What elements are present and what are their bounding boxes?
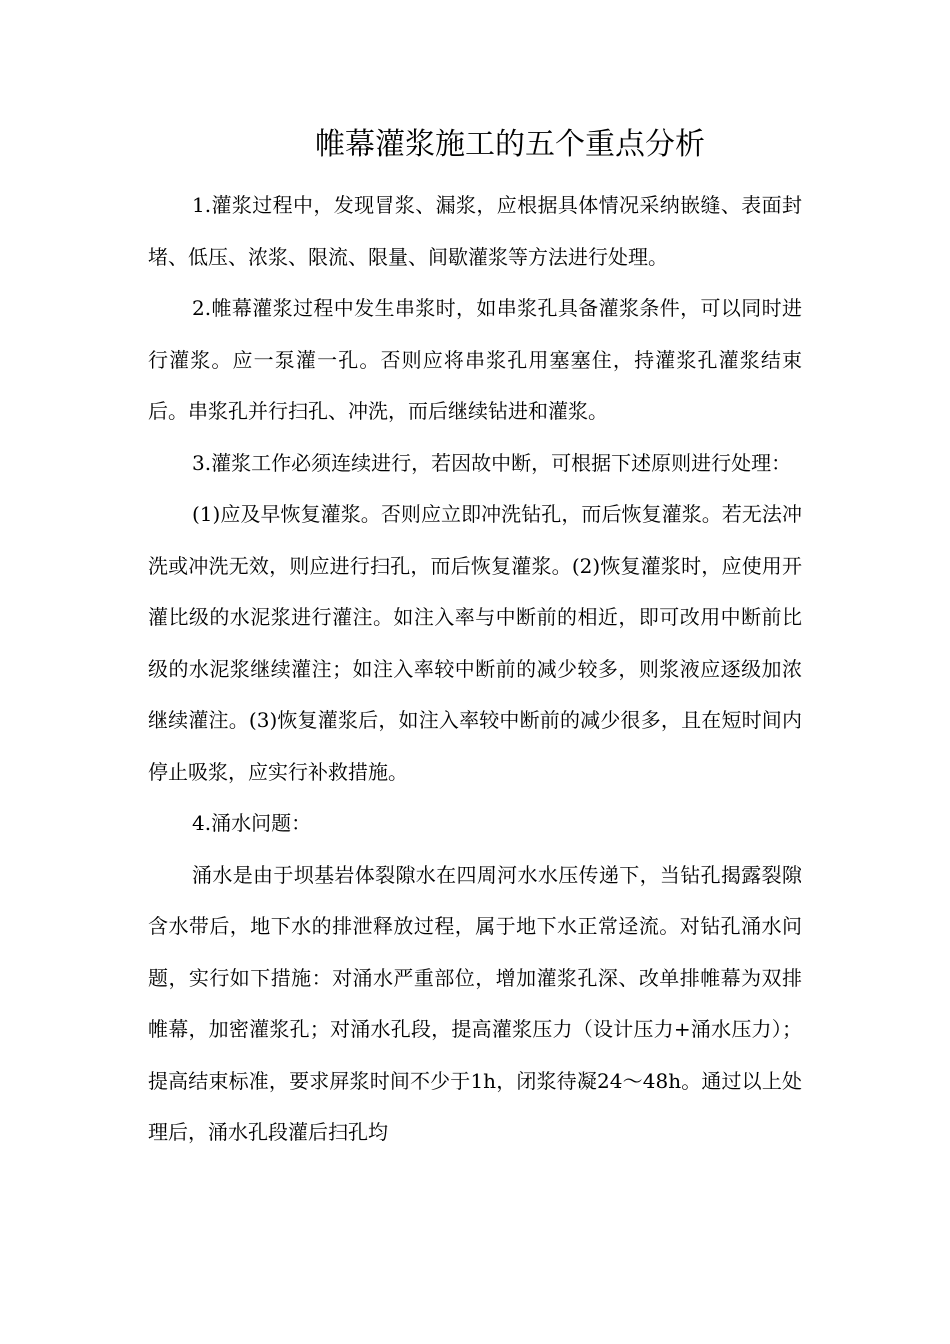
paragraph-3-details: (1)应及早恢复灌浆。否则应立即冲洗钻孔，而后恢复灌浆。若无法冲洗或冲洗无效，则应进行扫孔，而后恢复灌浆。(2)恢复灌浆时，应使用开灌比级的水泥浆进行灌注。如注入率与中断前的相近，即可改用中断前比级的水泥浆继续灌注；如注入率较中断前的减少较多，则浆液应逐级加浓继续灌注。(3)恢复灌浆后，如注入率较中断前的减少很多，且在短时间内停止吸浆，应实行补救措施。 — [148, 502, 802, 784]
document-title: 帷幕灌浆施工的五个重点分析 — [315, 127, 705, 162]
paragraph-2: 2.帷幕灌浆过程中发生串浆时，如串浆孔具备灌浆条件，可以同时进行灌浆。应一泵灌一孔。否则应将串浆孔用塞塞住，持灌浆孔灌浆结束后。串浆孔并行扫孔、冲洗，而后继续钻进和灌浆。 — [148, 296, 802, 423]
paragraph-4: 4.涌水问题： — [192, 811, 312, 835]
paragraph-1: 1.灌浆过程中，发现冒浆、漏浆，应根据具体情况采纳嵌缝、表面封堵、低压、浓浆、限流、限量、间歇灌浆等方法进行处理。 — [148, 193, 802, 269]
paragraph-3: 3.灌浆工作必须连续进行，若因故中断，可根据下述原则进行处理： — [192, 450, 792, 475]
document-body — [148, 180, 802, 1159]
paragraph-4-details: 涌水是由于坝基岩体裂隙水在四周河水水压传递下，当钻孔揭露裂隙含水带后，地下水的排泄释放过程，属于地下水正常迳流。对钻孔涌水问题，实行如下措施：对涌水严重部位，增加灌浆孔深、改单排帷幕为双排帷幕，加密灌浆孔；对涌水孔段，提高灌浆压力（设计压力+涌水压力）；提高结束标准，要求屏浆时间不少于1h，闭浆待凝24～48h。通过以上处理后，涌水孔段灌后扫孔均 — [148, 862, 802, 1144]
